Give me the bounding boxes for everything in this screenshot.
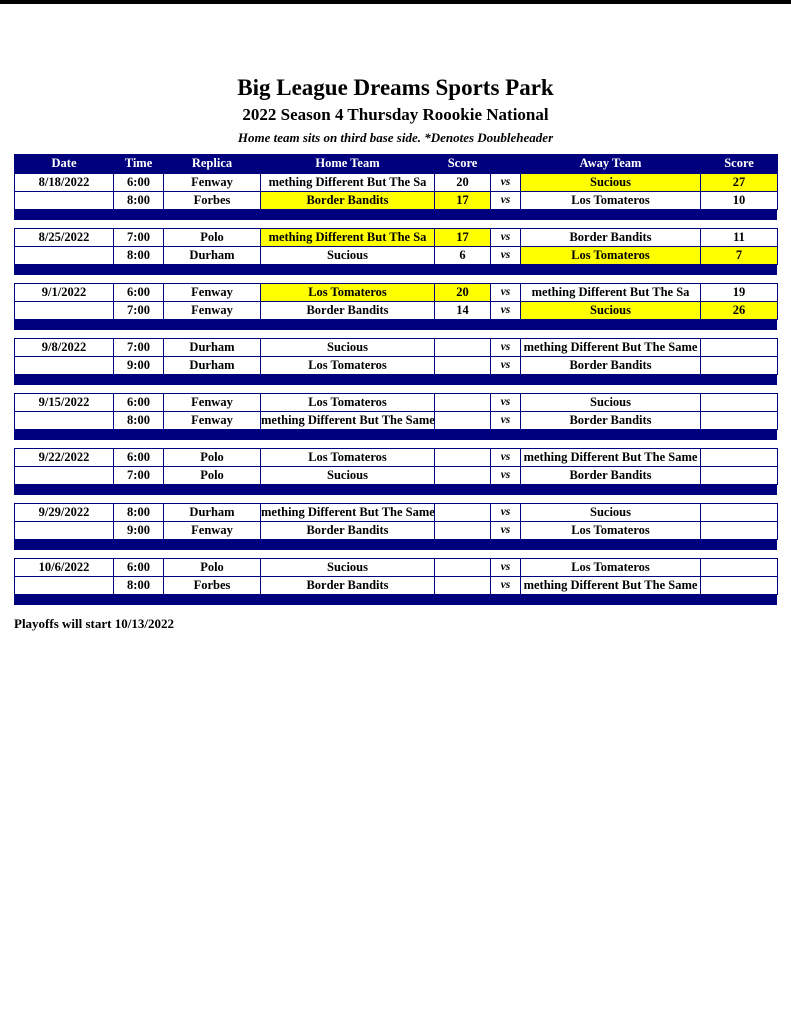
home-score-cell xyxy=(435,449,491,467)
time-cell: 9:00 xyxy=(114,522,164,540)
home-team-cell: Border Bandits xyxy=(261,302,435,320)
col-header-home-score: Score xyxy=(435,155,491,173)
game-row xyxy=(15,284,778,302)
vs-label: vs xyxy=(491,192,521,210)
game-row xyxy=(15,339,778,357)
group-gap xyxy=(14,385,777,393)
date-cell xyxy=(15,467,114,485)
away-team-cell: mething Different But The Same xyxy=(521,339,701,357)
separator-bar xyxy=(14,485,777,495)
vs-label: vs xyxy=(491,467,521,485)
game-row xyxy=(15,449,778,467)
col-header-home-team: Home Team xyxy=(261,155,435,173)
separator-bar xyxy=(14,595,777,605)
home-team-cell: Los Tomateros xyxy=(261,357,435,375)
time-cell: 6:00 xyxy=(114,394,164,412)
game-row xyxy=(15,412,778,430)
time-cell: 6:00 xyxy=(114,559,164,577)
vs-label: vs xyxy=(491,174,521,192)
replica-cell: Polo xyxy=(164,449,261,467)
separator-bar xyxy=(14,210,777,220)
date-cell: 9/15/2022 xyxy=(15,394,114,412)
away-score-cell: 7 xyxy=(701,247,778,265)
home-team-cell: mething Different But The Sa xyxy=(261,229,435,247)
vs-label: vs xyxy=(491,302,521,320)
game-row xyxy=(15,559,778,577)
home-score-cell xyxy=(435,412,491,430)
date-group xyxy=(14,338,778,375)
home-team-cell: Los Tomateros xyxy=(261,449,435,467)
home-score-cell xyxy=(435,357,491,375)
replica-cell: Fenway xyxy=(164,394,261,412)
home-team-cell: Border Bandits xyxy=(261,192,435,210)
date-group xyxy=(14,173,778,210)
group-gap xyxy=(14,440,777,448)
away-team-cell: Los Tomateros xyxy=(521,522,701,540)
vs-label: vs xyxy=(491,357,521,375)
date-cell xyxy=(15,302,114,320)
away-score-cell xyxy=(701,339,778,357)
col-header-away-score: Score xyxy=(701,155,778,173)
away-score-cell: 19 xyxy=(701,284,778,302)
time-cell: 6:00 xyxy=(114,174,164,192)
home-team-cell: Sucious xyxy=(261,247,435,265)
replica-cell: Polo xyxy=(164,559,261,577)
home-score-cell xyxy=(435,577,491,595)
top-border-line xyxy=(0,0,791,4)
replica-cell: Polo xyxy=(164,229,261,247)
page-subtitle: 2022 Season 4 Thursday Roookie National xyxy=(242,105,549,124)
date-cell xyxy=(15,192,114,210)
away-team-cell: Sucious xyxy=(521,302,701,320)
schedule-note: Home team sits on third base side. *Denotes Doubleheader xyxy=(237,130,554,145)
date-group xyxy=(14,393,778,430)
col-header-away-team: Away Team xyxy=(521,155,701,173)
schedule-groups xyxy=(14,173,777,613)
group-gap xyxy=(14,330,777,338)
vs-label: vs xyxy=(491,577,521,595)
replica-cell: Forbes xyxy=(164,577,261,595)
home-score-cell xyxy=(435,559,491,577)
vs-label: vs xyxy=(491,339,521,357)
date-cell xyxy=(15,247,114,265)
col-header-vs xyxy=(491,155,521,173)
col-header-date: Date xyxy=(15,155,114,173)
game-row xyxy=(15,357,778,375)
time-cell: 7:00 xyxy=(114,339,164,357)
home-team-cell: Sucious xyxy=(261,467,435,485)
game-row xyxy=(15,467,778,485)
time-cell: 8:00 xyxy=(114,504,164,522)
home-team-cell: Border Bandits xyxy=(261,577,435,595)
date-group xyxy=(14,228,778,265)
away-team-cell: Border Bandits xyxy=(521,467,701,485)
date-cell: 9/22/2022 xyxy=(15,449,114,467)
game-row xyxy=(15,522,778,540)
time-cell: 8:00 xyxy=(114,577,164,595)
group-gap xyxy=(14,605,777,613)
away-team-cell: Los Tomateros xyxy=(521,247,701,265)
game-row xyxy=(15,394,778,412)
away-score-cell xyxy=(701,449,778,467)
time-cell: 8:00 xyxy=(114,247,164,265)
vs-label: vs xyxy=(491,504,521,522)
home-team-cell: mething Different But The Same xyxy=(261,412,435,430)
home-score-cell xyxy=(435,504,491,522)
time-cell: 8:00 xyxy=(114,412,164,430)
home-score-cell: 6 xyxy=(435,247,491,265)
vs-label: vs xyxy=(491,559,521,577)
away-team-cell: Border Bandits xyxy=(521,412,701,430)
replica-cell: Forbes xyxy=(164,192,261,210)
page-title: Big League Dreams Sports Park xyxy=(237,75,554,100)
home-team-cell: Sucious xyxy=(261,559,435,577)
group-gap xyxy=(14,275,777,283)
col-header-time: Time xyxy=(114,155,164,173)
group-gap xyxy=(14,550,777,558)
away-score-cell xyxy=(701,504,778,522)
schedule-table xyxy=(14,154,777,613)
away-score-cell xyxy=(701,394,778,412)
replica-cell: Durham xyxy=(164,504,261,522)
date-group xyxy=(14,503,778,540)
replica-cell: Fenway xyxy=(164,284,261,302)
header-row xyxy=(14,154,778,173)
vs-label: vs xyxy=(491,449,521,467)
date-group xyxy=(14,283,778,320)
game-row xyxy=(15,577,778,595)
date-cell xyxy=(15,412,114,430)
game-row xyxy=(15,247,778,265)
away-team-cell: mething Different But The Sa xyxy=(521,284,701,302)
date-cell: 8/18/2022 xyxy=(15,174,114,192)
home-team-cell: mething Different But The Same xyxy=(261,504,435,522)
home-team-cell: Sucious xyxy=(261,339,435,357)
away-team-cell: Los Tomateros xyxy=(521,559,701,577)
vs-label: vs xyxy=(491,412,521,430)
vs-label: vs xyxy=(491,229,521,247)
game-row xyxy=(15,229,778,247)
replica-cell: Polo xyxy=(164,467,261,485)
away-team-cell: mething Different But The Same xyxy=(521,449,701,467)
date-cell: 10/6/2022 xyxy=(15,559,114,577)
replica-cell: Durham xyxy=(164,339,261,357)
replica-cell: Durham xyxy=(164,247,261,265)
time-cell: 7:00 xyxy=(114,302,164,320)
col-header-replica: Replica xyxy=(164,155,261,173)
away-team-cell: Sucious xyxy=(521,504,701,522)
date-cell: 9/1/2022 xyxy=(15,284,114,302)
away-team-cell: Sucious xyxy=(521,174,701,192)
date-cell: 8/25/2022 xyxy=(15,229,114,247)
separator-bar xyxy=(14,540,777,550)
home-team-cell: Los Tomateros xyxy=(261,394,435,412)
away-score-cell xyxy=(701,577,778,595)
time-cell: 8:00 xyxy=(114,192,164,210)
home-score-cell xyxy=(435,522,491,540)
time-cell: 6:00 xyxy=(114,449,164,467)
time-cell: 7:00 xyxy=(114,229,164,247)
replica-cell: Fenway xyxy=(164,522,261,540)
game-row xyxy=(15,192,778,210)
date-cell xyxy=(15,357,114,375)
date-group xyxy=(14,448,778,485)
home-score-cell: 20 xyxy=(435,174,491,192)
group-gap xyxy=(14,495,777,503)
playoffs-note: Playoffs will start 10/13/2022 xyxy=(14,616,174,631)
home-team-cell: Los Tomateros xyxy=(261,284,435,302)
away-team-cell: Los Tomateros xyxy=(521,192,701,210)
separator-bar xyxy=(14,430,777,440)
separator-bar xyxy=(14,265,777,275)
away-score-cell xyxy=(701,559,778,577)
time-cell: 9:00 xyxy=(114,357,164,375)
away-score-cell: 10 xyxy=(701,192,778,210)
vs-label: vs xyxy=(491,284,521,302)
home-score-cell: 14 xyxy=(435,302,491,320)
home-team-cell: mething Different But The Sa xyxy=(261,174,435,192)
away-team-cell: Sucious xyxy=(521,394,701,412)
home-score-cell xyxy=(435,394,491,412)
away-team-cell: Border Bandits xyxy=(521,357,701,375)
separator-bar xyxy=(14,375,777,385)
time-cell: 7:00 xyxy=(114,467,164,485)
replica-cell: Durham xyxy=(164,357,261,375)
away-score-cell xyxy=(701,412,778,430)
separator-bar xyxy=(14,320,777,330)
home-score-cell: 17 xyxy=(435,192,491,210)
away-score-cell xyxy=(701,467,778,485)
game-row xyxy=(15,302,778,320)
home-team-cell: Border Bandits xyxy=(261,522,435,540)
game-row xyxy=(15,174,778,192)
date-cell xyxy=(15,577,114,595)
home-score-cell: 17 xyxy=(435,229,491,247)
date-cell: 9/8/2022 xyxy=(15,339,114,357)
date-cell xyxy=(15,522,114,540)
replica-cell: Fenway xyxy=(164,174,261,192)
replica-cell: Fenway xyxy=(164,302,261,320)
away-team-cell: Border Bandits xyxy=(521,229,701,247)
away-score-cell xyxy=(701,357,778,375)
home-score-cell xyxy=(435,467,491,485)
home-score-cell xyxy=(435,339,491,357)
group-gap xyxy=(14,220,777,228)
away-team-cell: mething Different But The Same xyxy=(521,577,701,595)
game-row xyxy=(15,504,778,522)
vs-label: vs xyxy=(491,522,521,540)
home-score-cell: 20 xyxy=(435,284,491,302)
time-cell: 6:00 xyxy=(114,284,164,302)
away-score-cell: 27 xyxy=(701,174,778,192)
away-score-cell: 11 xyxy=(701,229,778,247)
away-score-cell xyxy=(701,522,778,540)
date-cell: 9/29/2022 xyxy=(15,504,114,522)
replica-cell: Fenway xyxy=(164,412,261,430)
vs-label: vs xyxy=(491,247,521,265)
date-group xyxy=(14,558,778,595)
vs-label: vs xyxy=(491,394,521,412)
away-score-cell: 26 xyxy=(701,302,778,320)
